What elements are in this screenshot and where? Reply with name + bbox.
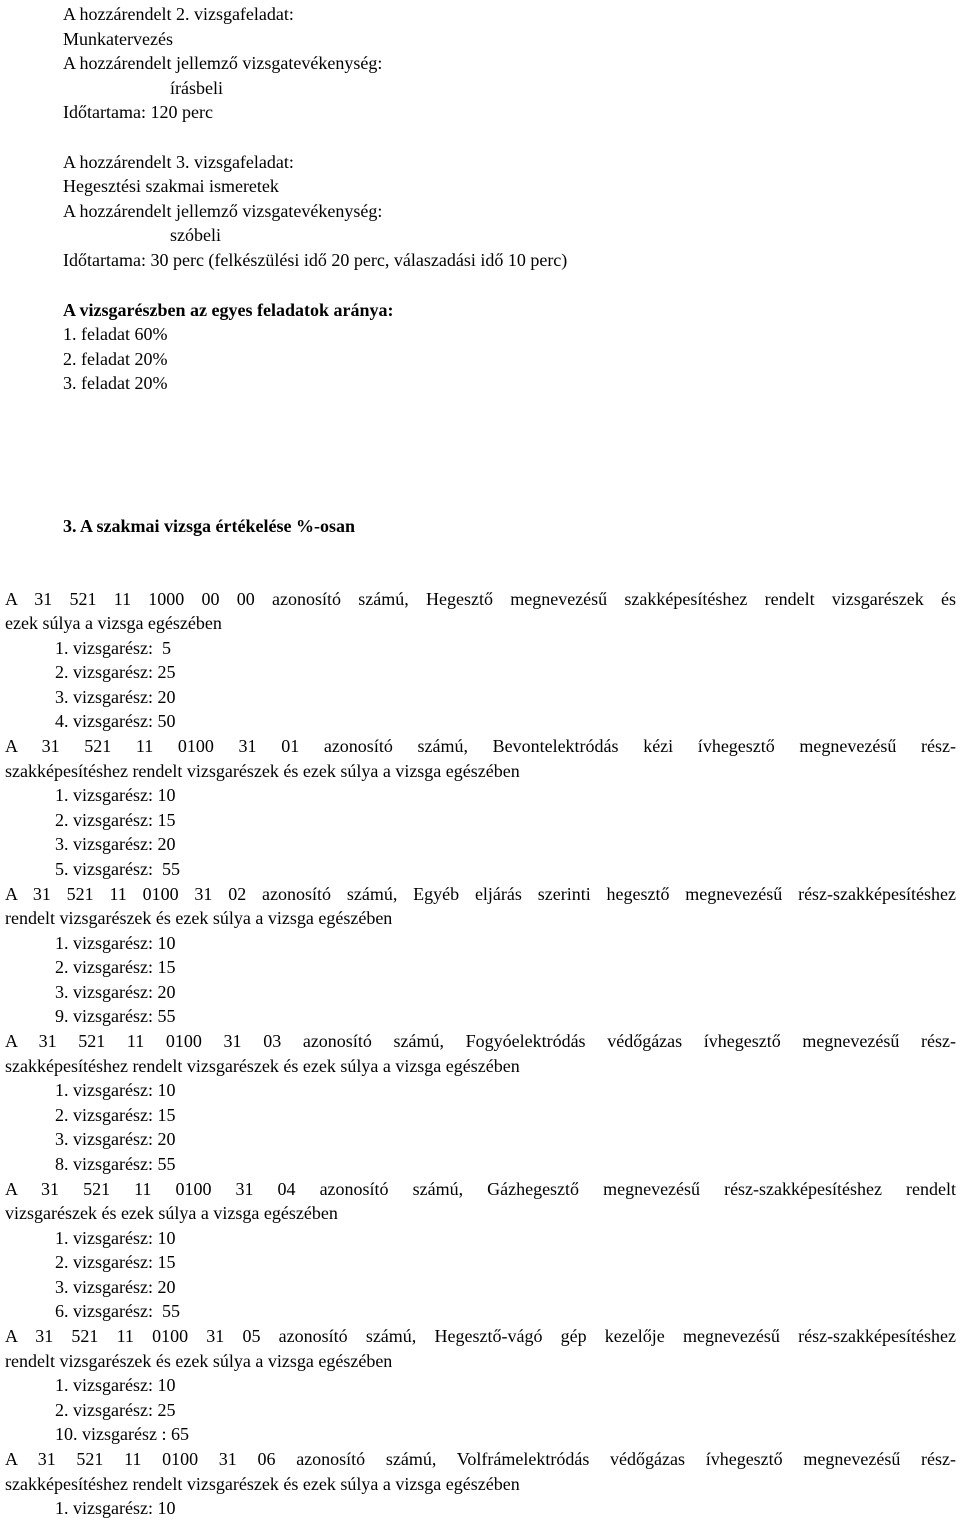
exam-part-weight: 4. vizsgarész: 50 [55, 711, 176, 731]
exam-part-weight: 2. vizsgarész: 25 [55, 1400, 176, 1420]
qualification-intro: A 31 521 11 0100 31 04 azonosító számú, Gázhegesztő megnevezésű rész-szakképesítéshez rendelt [5, 1179, 956, 1199]
exam-part-weight: 9. vizsgarész: 55 [55, 1006, 176, 1026]
qualification-intro-cont: szakképesítéshez rendelt vizsgarészek és ezek súlya a vizsga egészében [5, 761, 520, 781]
exam-part-weight: 1. vizsgarész: 10 [55, 1228, 176, 1248]
exam-part-weight: 3. vizsgarész: 20 [55, 982, 176, 1002]
task-ratio-item: 2. feladat 20% [63, 349, 168, 369]
qualification-intro-cont: szakképesítéshez rendelt vizsgarészek és ezek súlya a vizsga egészében [5, 1056, 520, 1076]
task-ratio-heading: A vizsgarészben az egyes feladatok aránya: [63, 300, 394, 320]
exam-task-3-name: Hegesztési szakmai ismeretek [63, 176, 279, 196]
exam-part-weight: 1. vizsgarész: 10 [55, 1498, 176, 1518]
qualification-intro: A 31 521 11 1000 00 00 azonosító számú, Hegesztő megnevezésű szakképesítéshez rendelt vizsgarészek és [5, 589, 956, 609]
exam-part-weight: 1. vizsgarész: 10 [55, 785, 176, 805]
task-ratio-item: 1. feladat 60% [63, 324, 168, 344]
exam-part-weight: 3. vizsgarész: 20 [55, 1129, 176, 1149]
exam-part-weight: 2. vizsgarész: 15 [55, 957, 176, 977]
qualification-intro-cont: vizsgarészek és ezek súlya a vizsga egészében [5, 1203, 338, 1223]
exam-task-3-activity-label: A hozzárendelt jellemző vizsgatevékenység: [63, 201, 383, 221]
qualification-intro-cont: rendelt vizsgarészek és ezek súlya a vizsga egészében [5, 1351, 393, 1371]
exam-task-3-activity: szóbeli [170, 225, 221, 245]
exam-part-weight: 3. vizsgarész: 20 [55, 1277, 176, 1297]
exam-part-weight: 3. vizsgarész: 20 [55, 687, 176, 707]
exam-part-weight: 1. vizsgarész: 5 [55, 638, 171, 658]
exam-part-weight: 8. vizsgarész: 55 [55, 1154, 176, 1174]
qualification-intro: A 31 521 11 0100 31 06 azonosító számú, Volfrámelektródás védőgázas ívhegesztő megnevezésű rész- [5, 1449, 956, 1469]
exam-part-weight: 2. vizsgarész: 25 [55, 662, 176, 682]
exam-task-2-name: Munkatervezés [63, 29, 173, 49]
exam-part-weight: 2. vizsgarész: 15 [55, 1105, 176, 1125]
qualification-intro: A 31 521 11 0100 31 05 azonosító számú, Hegesztő-vágó gép kezelője megnevezésű rész-szakképesítéshez [5, 1326, 956, 1346]
task-ratio-item: 3. feladat 20% [63, 373, 168, 393]
qualification-intro-cont: ezek súlya a vizsga egészében [5, 613, 222, 633]
exam-part-weight: 2. vizsgarész: 15 [55, 810, 176, 830]
exam-part-weight: 10. vizsgarész : 65 [55, 1424, 189, 1444]
exam-part-weight: 2. vizsgarész: 15 [55, 1252, 176, 1272]
exam-task-3-duration: Időtartama: 30 perc (felkészülési idő 20 perc, válaszadási idő 10 perc) [63, 250, 568, 270]
exam-part-weight: 3. vizsgarész: 20 [55, 834, 176, 854]
section-heading: 3. A szakmai vizsga értékelése %-osan [63, 516, 355, 536]
exam-task-2-duration: Időtartama: 120 perc [63, 102, 213, 122]
exam-part-weight: 6. vizsgarész: 55 [55, 1301, 180, 1321]
qualification-intro: A 31 521 11 0100 31 03 azonosító számú, Fogyóelektródás védőgázas ívhegesztő megnevezésű rész- [5, 1031, 956, 1051]
exam-part-weight: 1. vizsgarész: 10 [55, 933, 176, 953]
exam-part-weight: 1. vizsgarész: 10 [55, 1375, 176, 1395]
qualification-intro-cont: rendelt vizsgarészek és ezek súlya a vizsga egészében [5, 908, 393, 928]
exam-task-2-activity: írásbeli [170, 78, 223, 98]
qualification-intro: A 31 521 11 0100 31 01 azonosító számú, Bevontelektródás kézi ívhegesztő megnevezésű rész- [5, 736, 956, 756]
qualification-intro-cont: szakképesítéshez rendelt vizsgarészek és ezek súlya a vizsga egészében [5, 1474, 520, 1494]
exam-task-2-title: A hozzárendelt 2. vizsgafeladat: [63, 4, 294, 24]
exam-task-2-activity-label: A hozzárendelt jellemző vizsgatevékenység: [63, 53, 383, 73]
exam-task-3-title: A hozzárendelt 3. vizsgafeladat: [63, 152, 294, 172]
exam-part-weight: 1. vizsgarész: 10 [55, 1080, 176, 1100]
qualification-intro: A 31 521 11 0100 31 02 azonosító számú, Egyéb eljárás szerinti hegesztő megnevezésű rész-szakképesítéshez [5, 884, 956, 904]
exam-part-weight: 5. vizsgarész: 55 [55, 859, 180, 879]
